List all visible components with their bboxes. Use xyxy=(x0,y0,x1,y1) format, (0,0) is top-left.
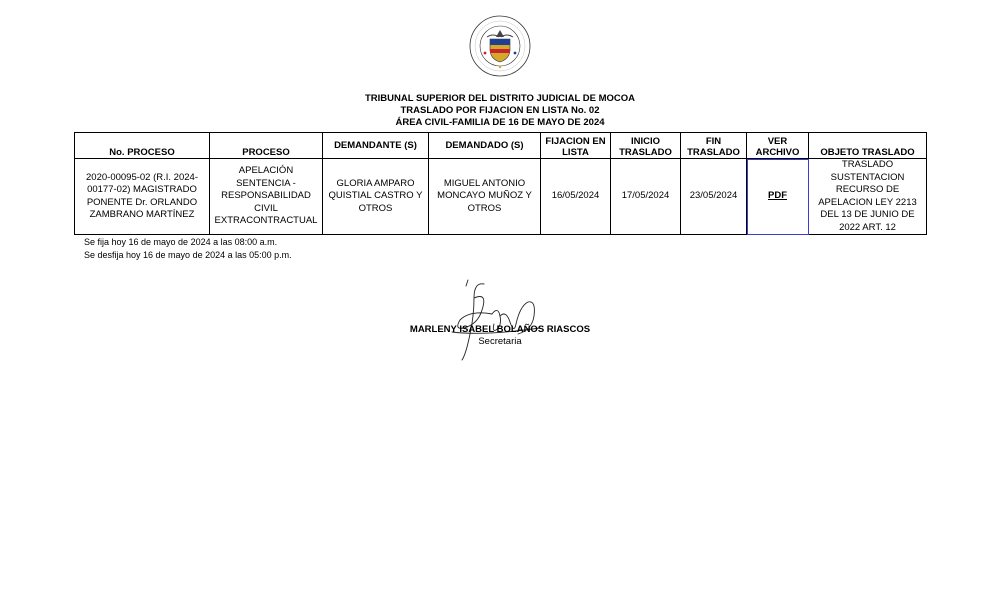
col-no-proceso: No. PROCESO xyxy=(75,133,210,159)
pdf-link[interactable]: PDF xyxy=(768,190,787,202)
cell-proceso: APELACIÓN SENTENCIA - RESPONSABILIDAD CIVIL EXTRACONTRACTUAL xyxy=(210,159,323,235)
cell-fin: 23/05/2024 xyxy=(681,159,747,235)
cell-ver-archivo xyxy=(747,159,809,235)
cell-demandante: GLORIA AMPARO QUISTIAL CASTRO Y OTROS xyxy=(323,159,429,235)
col-inicio: INICIO TRASLADO xyxy=(611,133,681,159)
list-title: TRASLADO POR FIJACION EN LISTA No. 02 xyxy=(400,105,600,116)
area-date: ÁREA CIVIL-FAMILIA DE 16 DE MAYO DE 2024 xyxy=(395,117,605,128)
signer-block xyxy=(0,324,1000,348)
cell-no-proceso: 2020-00095-02 (R.I. 2024-00177-02) MAGISTRADO PONENTE Dr. ORLANDO ZAMBRANO MARTÍNEZ xyxy=(75,159,210,235)
rama-judicial-seal xyxy=(469,15,531,77)
cell-demandado: MIGUEL ANTONIO MONCAYO MUÑOZ Y OTROS xyxy=(429,159,541,235)
col-objeto: OBJETO TRASLADO xyxy=(809,133,927,159)
table-header-row xyxy=(75,133,927,159)
col-ver-archivo: VER ARCHIVO xyxy=(747,133,809,159)
document-header xyxy=(0,93,1000,129)
note-desfija: Se desfija hoy 16 de mayo de 2024 a las 05:00 p.m. xyxy=(84,250,292,260)
handwritten-signature xyxy=(444,276,554,362)
col-fin: FIN TRASLADO xyxy=(681,133,747,159)
cell-objeto: TRASLADO SUSTENTACION RECURSO DE APELACION LEY 2213 DEL 13 DE JUNIO DE 2022 ART. 12 xyxy=(809,159,927,235)
cell-fijacion: 16/05/2024 xyxy=(541,159,611,235)
cell-inicio: 17/05/2024 xyxy=(611,159,681,235)
table-row xyxy=(75,159,927,235)
court-name: TRIBUNAL SUPERIOR DEL DISTRITO JUDICIAL DE MOCOA xyxy=(364,93,636,104)
col-fijacion: FIJACION EN LISTA xyxy=(541,133,611,159)
note-fija: Se fija hoy 16 de mayo de 2024 a las 08:00 a.m. xyxy=(84,237,278,247)
signer-name: MARLENY ISABEL BOLAÑOS RIASCOS xyxy=(409,324,591,335)
fijacion-notes xyxy=(84,236,292,262)
signer-role: Secretaria xyxy=(478,336,522,347)
col-demandado: DEMANDADO (S) xyxy=(429,133,541,159)
col-demandante: DEMANDANTE (S) xyxy=(323,133,429,159)
traslado-table xyxy=(74,132,927,235)
col-proceso: PROCESO xyxy=(210,133,323,159)
